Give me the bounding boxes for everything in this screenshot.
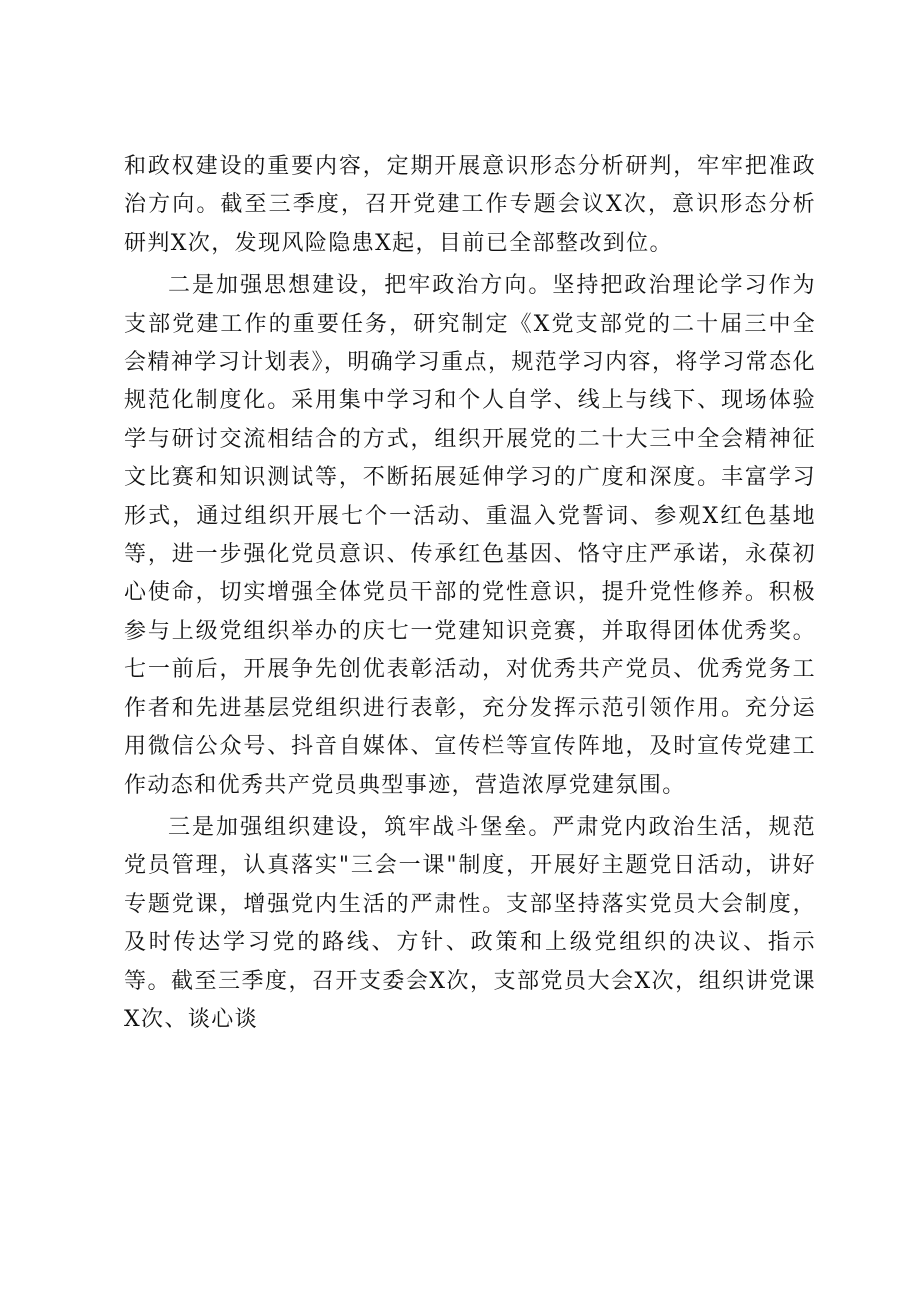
document-body <box>124 148 816 1039</box>
paragraph-ideological-building: 二是加强思想建设，把牢政治方向。坚持把政治理论学习作为支部党建工作的重要任务，研究制定《X党支部党的二十届三中全会精神学习计划表》，明确学习重点，规范学习内容，将学习常态化规范化制度化。采用集中学习和个人自学、线上与线下、现场体验学与研讨交流相结合的方式，组织开展党的二十大三中全会精神征文比赛和知识测试等，不断拓展延伸学习的广度和深度。丰富学习形式，通过组织开展七个一活动、重温入党誓词、参观X红色基地等，进一步强化党员意识、传承红色基因、恪守庄严承诺，永葆初心使命，切实增强全体党员干部的党性意识，提升党性修养。积极参与上级党组织举办的庆七一党建知识竞赛，并取得团体优秀奖。七一前后，开展争先创优表彰活动，对优秀共产党员、优秀党务工作者和先进基层党组织进行表彰，充分发挥示范引领作用。充分运用微信公众号、抖音自媒体、宣传栏等宣传阵地，及时宣传党建工作动态和优秀共产党员典型事迹，营造浓厚党建氛围。 <box>124 273 816 798</box>
paragraph-organizational-building: 三是加强组织建设，筑牢战斗堡垒。严肃党内政治生活，规范党员管理，认真落实"三会一课"制度，开展好主题党日活动，讲好专题党课，增强党内生活的严肃性。支部坚持落实党员大会制度，及时传达学习党的路线、方针、政策和上级党组织的决议、指示等。截至三季度，召开支委会X次，支部党员大会X次，组织讲党课X次、谈心谈 <box>124 814 816 1032</box>
paragraph-continuation: 和政权建设的重要内容，定期开展意识形态分析研判，牢牢把准政治方向。截至三季度，召开党建工作专题会议X次，意识形态分析研判X次，发现风险隐患X起，目前已全部整改到位。 <box>124 154 816 256</box>
